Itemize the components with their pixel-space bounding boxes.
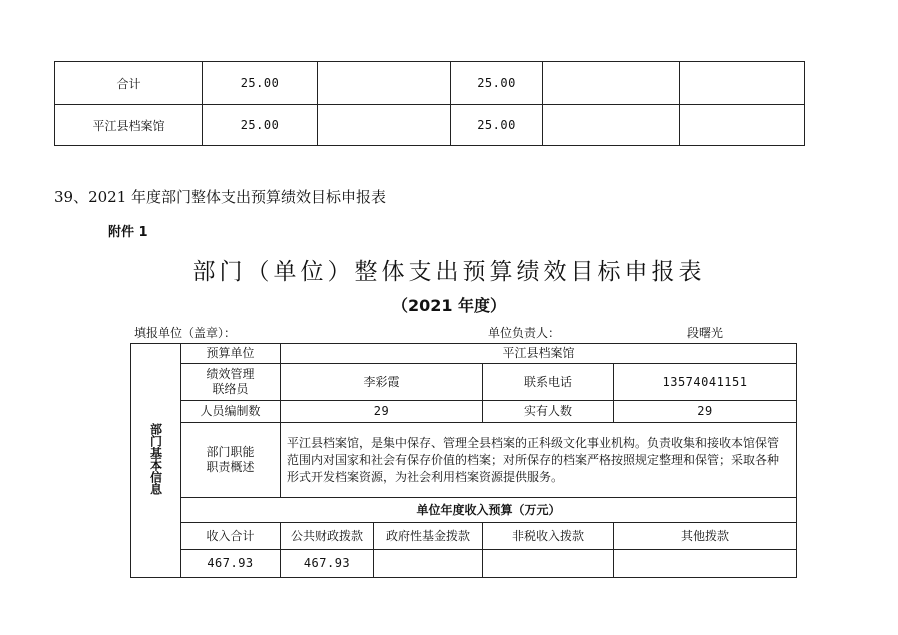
income-value xyxy=(374,550,483,578)
income-value: 467.93 xyxy=(181,550,281,578)
income-header: 政府性基金拨款 xyxy=(374,523,483,550)
table-row xyxy=(131,423,797,498)
section-label-cell xyxy=(131,344,181,578)
cell-value xyxy=(680,105,805,146)
table-row xyxy=(131,364,797,401)
income-budget-title: 单位年度收入预算（万元） xyxy=(181,498,797,523)
table-row xyxy=(131,344,797,364)
section-label: 部门基本信息 xyxy=(148,422,163,495)
unit-name: 平江县档案馆 xyxy=(55,105,203,146)
table-row xyxy=(55,62,805,105)
cell-value: 25.00 xyxy=(451,105,543,146)
cell-value xyxy=(543,62,680,105)
table-row xyxy=(131,401,797,423)
perf-contact-label-line2: 联络员 xyxy=(212,382,249,396)
staff-quota-value: 29 xyxy=(281,401,483,423)
cell-value xyxy=(318,62,451,105)
income-header: 公共财政拨款 xyxy=(281,523,374,550)
duties-text: 平江县档案馆，是集中保存、管理全县档案的正科级文化事业机构。负责收集和接收本馆保管范围内对国家和社会有保存价值的档案；对所保存的档案严格按照规定整理和保管；采取各种形式开发档案资源，为社会利用档案资源提供服务。 xyxy=(281,423,797,498)
phone-value: 13574041151 xyxy=(614,364,797,401)
perf-contact-label-line1: 绩效管理 xyxy=(206,367,255,381)
unit-head-name: 段曙光 xyxy=(687,326,724,340)
income-header: 收入合计 xyxy=(181,523,281,550)
cell-value: 25.00 xyxy=(451,62,543,105)
phone-label: 联系电话 xyxy=(483,364,614,401)
perf-contact-label xyxy=(181,364,281,401)
section-heading: 39、2021 年度部门整体支出预算绩效目标申报表 xyxy=(54,188,387,206)
income-header: 非税收入拨款 xyxy=(483,523,614,550)
income-value: 467.93 xyxy=(281,550,374,578)
budget-unit-label: 预算单位 xyxy=(181,344,281,364)
duties-label-line1: 部门职能 xyxy=(206,445,255,459)
cell-value: 25.00 xyxy=(203,62,318,105)
cell-value xyxy=(680,62,805,105)
budget-unit-value: 平江县档案馆 xyxy=(281,344,797,364)
form-title: 部门（单位）整体支出预算绩效目标申报表 xyxy=(192,259,706,285)
form-year: （2021 年度） xyxy=(391,296,507,315)
total-label: 合计 xyxy=(55,62,203,105)
table-row xyxy=(131,523,797,550)
table-row xyxy=(131,550,797,578)
attachment-label: 附件 1 xyxy=(108,225,148,240)
basic-info-table xyxy=(130,343,797,578)
table-row xyxy=(131,498,797,523)
staff-quota-label: 人员编制数 xyxy=(181,401,281,423)
cell-value: 25.00 xyxy=(203,105,318,146)
summary-table xyxy=(54,61,805,146)
perf-contact-value: 李彩霞 xyxy=(281,364,483,401)
unit-head-label: 单位负责人： xyxy=(488,326,561,340)
income-value xyxy=(614,550,797,578)
fill-unit-label: 填报单位（盖章）： xyxy=(134,326,237,340)
actual-staff-label: 实有人数 xyxy=(483,401,614,423)
cell-value xyxy=(543,105,680,146)
cell-value xyxy=(318,105,451,146)
income-value xyxy=(483,550,614,578)
actual-staff-value: 29 xyxy=(614,401,797,423)
income-header: 其他拨款 xyxy=(614,523,797,550)
table-row xyxy=(55,105,805,146)
duties-label-line2: 职责概述 xyxy=(206,460,255,474)
duties-label xyxy=(181,423,281,498)
